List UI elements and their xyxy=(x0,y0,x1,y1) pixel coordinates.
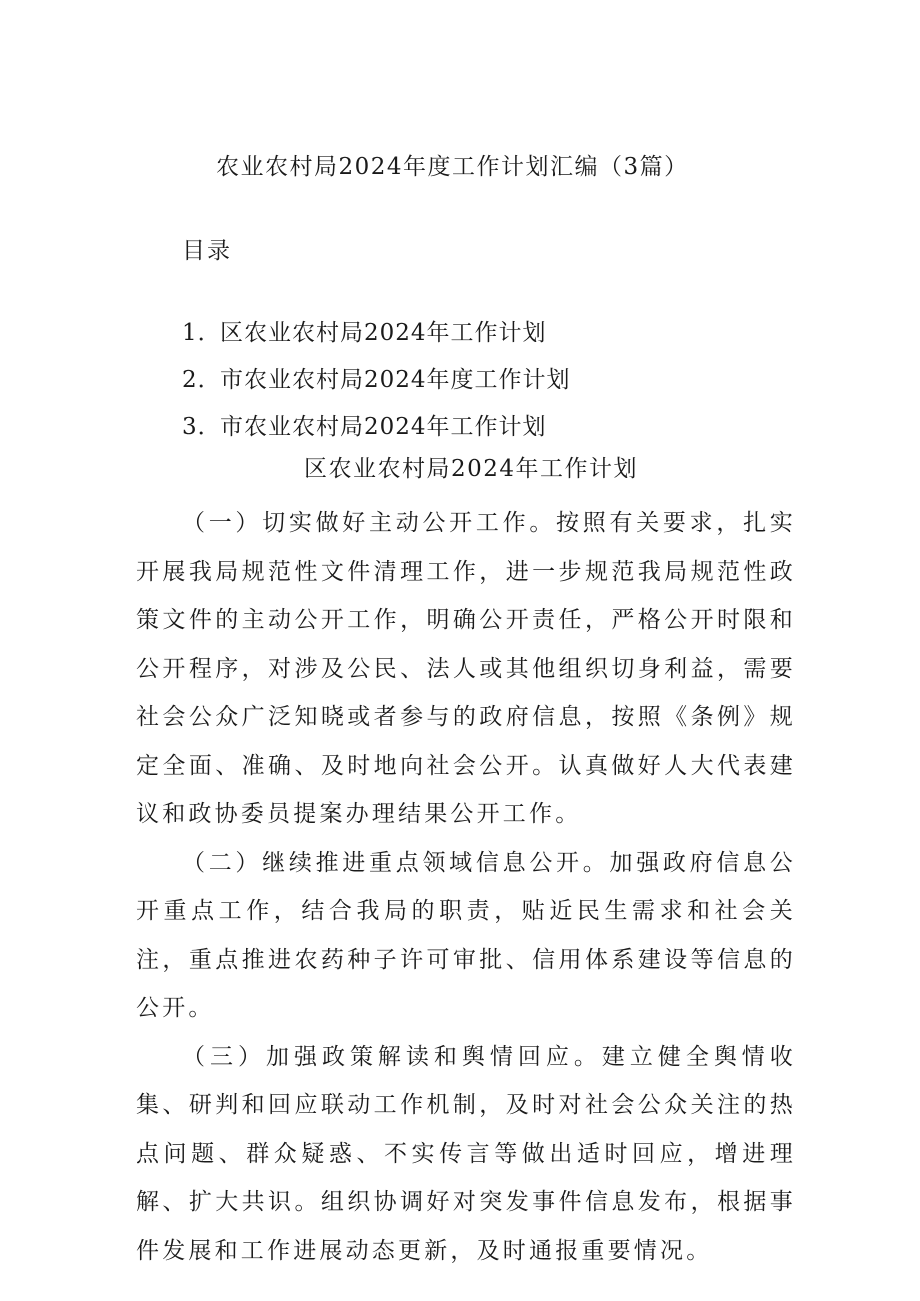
toc-item[interactable] xyxy=(182,357,571,404)
section-body xyxy=(136,499,796,1275)
toc-item-label: 区农业农村局2024年工作计划 xyxy=(220,320,547,346)
toc-item-number: 2． xyxy=(182,367,222,393)
toc-item-label: 市农业农村局2024年度工作计划 xyxy=(220,367,571,393)
toc-item[interactable] xyxy=(182,310,571,357)
toc-item-number: 3． xyxy=(182,414,222,440)
toc-heading: 目录 xyxy=(182,238,232,264)
toc-item[interactable] xyxy=(182,404,571,451)
document-title: 农业农村局2024年度工作计划汇编（3篇） xyxy=(216,154,689,180)
toc-item-number: 1． xyxy=(182,320,222,346)
body-paragraph: （二）继续推进重点领域信息公开。加强政府信息公开重点工作，结合我局的职责，贴近民生需求和社会关注，重点推进农药种子许可审批、信用体系建设等信息的公开。 xyxy=(136,849,796,1021)
body-paragraph: （三）加强政策解读和舆情回应。建立健全舆情收集、研判和回应联动工作机制，及时对社会公众关注的热点问题、群众疑惑、不实传言等做出适时回应，增进理解、扩大共识。组织协调好对突发事件信息发布，根据事件发展和工作进展动态更新，及时通报重要情况。 xyxy=(136,1043,796,1264)
body-paragraph: （一）切实做好主动公开工作。按照有关要求，扎实开展我局规范性文件清理工作，进一步规范我局规范性政策文件的主动公开工作，明确公开责任，严格公开时限和公开程序，对涉及公民、法人或其他组织切身利益，需要社会公众广泛知晓或者参与的政府信息，按照《条例》规定全面、准确、及时地向社会公开。认真做好人大代表建议和政协委员提案办理结果公开工作。 xyxy=(136,510,796,827)
table-of-contents xyxy=(182,310,571,451)
section-title: 区农业农村局2024年工作计划 xyxy=(304,456,639,482)
toc-item-label: 市农业农村局2024年工作计划 xyxy=(220,414,547,440)
